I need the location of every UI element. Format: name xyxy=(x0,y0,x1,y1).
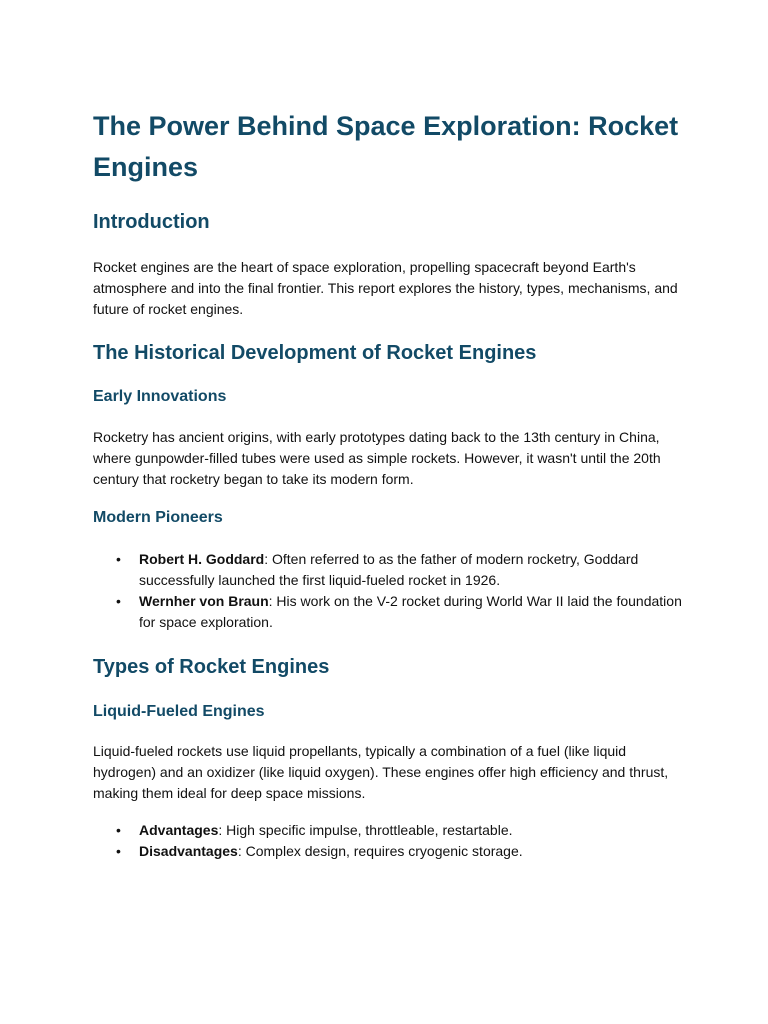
subsection-heading-modern-pioneers: Modern Pioneers xyxy=(93,509,223,526)
list-item xyxy=(93,820,683,841)
liquid-fueled-list xyxy=(93,820,683,862)
paragraph-early-innovations: Rocketry has ancient origins, with early prototypes dating back to the 13th century in China, where gunpowder-filled tubes were used as simple rockets. However, it wasn't until the 20th century that rocketry began to take its modern form. xyxy=(93,429,661,487)
subsection-heading-early-innovations: Early Innovations xyxy=(93,388,227,405)
list-item xyxy=(93,591,683,633)
section-heading-history: The Historical Development of Rocket Engines xyxy=(93,342,537,364)
list-item xyxy=(93,841,683,862)
list-item-text: : High specific impulse, throttleable, restartable. xyxy=(218,822,513,838)
list-item-term: Robert H. Goddard xyxy=(139,551,265,567)
list-item-text: : Complex design, requires cryogenic storage. xyxy=(237,843,523,859)
bullet-glyph: • xyxy=(116,843,121,859)
paragraph-introduction: Rocket engines are the heart of space exploration, propelling spacecraft beyond Earth's atmosphere and into the final frontier. This report explores the history, types, mechanisms, and future of rocket engines. xyxy=(93,259,678,317)
bullet-glyph: • xyxy=(116,593,121,609)
bullet-glyph: • xyxy=(116,551,121,567)
list-item-term: Disadvantages xyxy=(139,843,238,859)
list-item-term: Advantages xyxy=(139,822,219,838)
list-item xyxy=(93,549,683,591)
list-item-term: Wernher von Braun xyxy=(139,593,269,609)
section-heading-types: Types of Rocket Engines xyxy=(93,656,330,678)
list-item-text: : His work on the V-2 rocket during World War II laid the foundation for space exploration. xyxy=(139,593,682,630)
bullet-glyph: • xyxy=(116,822,121,838)
section-heading-introduction: Introduction xyxy=(93,211,210,233)
subsection-heading-liquid-fueled: Liquid-Fueled Engines xyxy=(93,703,265,720)
list-item-text: : Often referred to as the father of modern rocketry, Goddard successfully launched the first liquid-fueled rocket in 1926. xyxy=(139,551,639,588)
paragraph-liquid-fueled: Liquid-fueled rockets use liquid propellants, typically a combination of a fuel (like liquid hydrogen) and an oxidizer (like liquid oxygen). These engines offer high efficiency and thrust, making them ideal for deep space missions. xyxy=(93,743,669,801)
pioneers-list xyxy=(93,549,683,633)
document-title: The Power Behind Space Exploration: Rocket Engines xyxy=(93,111,679,182)
